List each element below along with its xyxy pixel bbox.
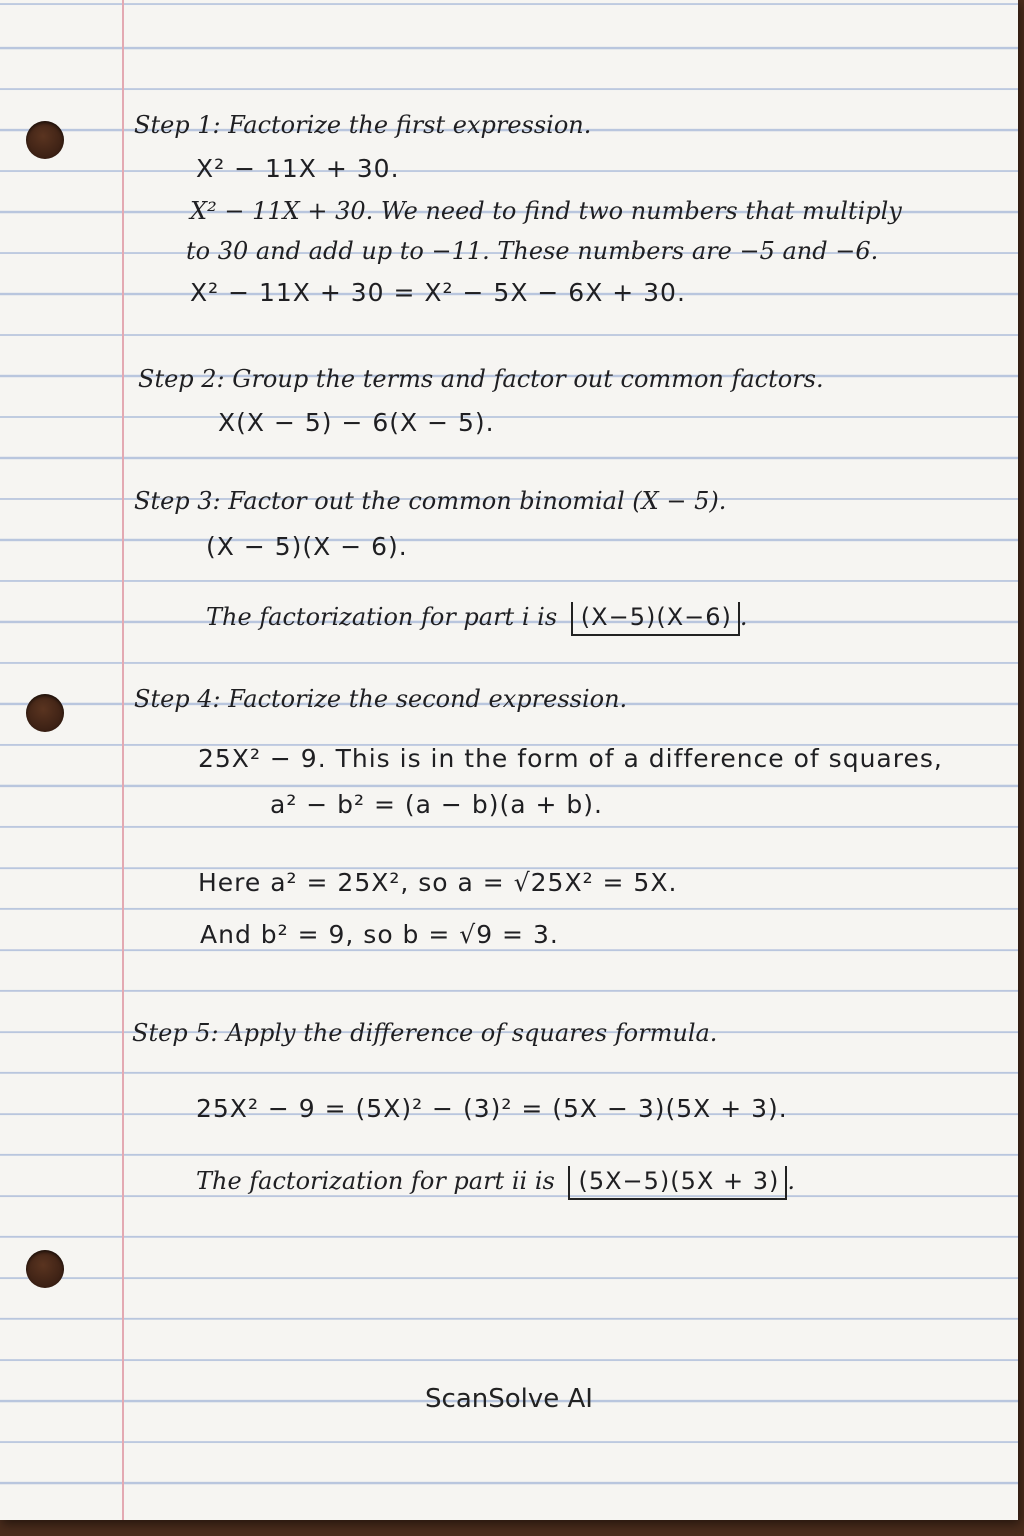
step4-a-value: Here a² = 25X², so a = √25X² = 5X. — [198, 868, 678, 897]
margin-line — [122, 0, 124, 1520]
punch-hole — [26, 121, 64, 159]
step1-explanation-line2: to 30 and add up to −11. These numbers are −5 and −6. — [186, 237, 879, 265]
step3-result-period: . — [739, 603, 748, 631]
step4-heading: Step 4: Factorize the second expression. — [134, 685, 628, 713]
step3-result-text: The factorization for part i is — [206, 603, 558, 631]
punch-hole — [26, 694, 64, 732]
step2-expression: X(X − 5) − 6(X − 5). — [218, 408, 495, 437]
step1-explanation-line1: X² − 11X + 30. We need to find two numbers that multiply — [190, 197, 902, 225]
step1-split-expression: X² − 11X + 30 = X² − 5X − 6X + 30. — [190, 278, 686, 307]
step1-expression: X² − 11X + 30. — [196, 154, 400, 183]
step5-result-period: . — [787, 1167, 795, 1195]
step5-boxed-answer: (5X−5)(5X + 3) — [568, 1166, 787, 1200]
step4-difference-of-squares-intro: 25X² − 9. This is in the form of a difference of squares, — [198, 744, 943, 773]
step4-formula: a² − b² = (a − b)(a + b). — [270, 790, 603, 819]
signature: ScanSolve AI — [425, 1384, 593, 1414]
step5-heading: Step 5: Apply the difference of squares formula. — [132, 1019, 718, 1047]
step4-b-value: And b² = 9, so b = √9 = 3. — [200, 920, 559, 949]
step5-result-text: The factorization for part ii is — [196, 1167, 555, 1195]
step1-heading: Step 1: Factorize the first expression. — [134, 111, 592, 139]
step3-expression: (X − 5)(X − 6). — [206, 532, 408, 561]
step5-expression: 25X² − 9 = (5X)² − (3)² = (5X − 3)(5X + 3). — [196, 1094, 788, 1123]
step5-result — [196, 1166, 795, 1200]
step3-boxed-answer: (X−5)(X−6) — [571, 602, 740, 636]
punch-hole — [26, 1250, 64, 1288]
step3-result — [206, 602, 748, 636]
step3-heading: Step 3: Factor out the common binomial (X − 5). — [134, 487, 727, 515]
step2-heading: Step 2: Group the terms and factor out common factors. — [138, 365, 824, 393]
